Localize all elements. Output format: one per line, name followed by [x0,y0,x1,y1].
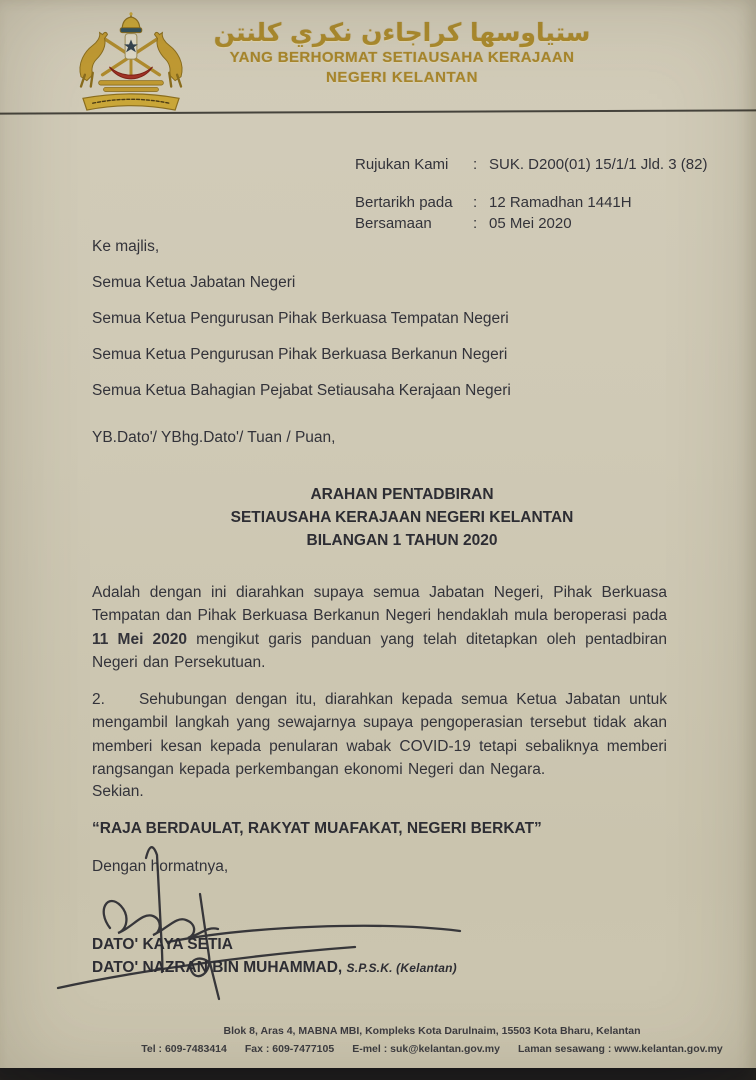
greeting-line: YB.Dato'/ YBhg.Dato'/ Tuan / Puan, [92,429,336,446]
date-hijri-row [355,192,707,213]
signatory-name: DATO' NAZRAN BIN MUHAMMAD, [92,959,343,976]
letterhead-jawi-script: ستياوسها كراجاءن نكري كلنتن [213,18,591,47]
recipient-salutation: Ke majlis, [92,238,160,255]
date-label: Bertarikh pada [355,194,453,211]
date-colon: : [473,194,478,211]
paragraph2-number: 2. [92,691,105,708]
equivalent-label: Bersamaan [355,215,432,232]
equivalent-value: 05 Mei 2020 [489,215,572,232]
recipient-line: Semua Ketua Bahagian Pejabat Setiausaha Kerajaan Negeri [92,382,511,399]
recipient-line: Semua Ketua Jabatan Negeri [92,274,296,291]
paragraph1-bold-date: 11 Mei 2020 [92,630,188,648]
date-value: 12 Ramadhan 1441H [489,194,632,211]
letterhead [150,18,654,88]
scan-edge-bar [0,1068,756,1080]
letter-title-line1: ARAHAN PENTADBIRAN [310,486,494,503]
reference-colon: : [473,156,478,173]
reference-label: Rujukan Kami [355,156,449,173]
handwritten-signature [50,836,490,1011]
footer [108,1024,756,1056]
signatory-block [92,933,457,980]
footer-website: Laman sesawang : www.kelantan.gov.my [517,1043,723,1055]
paragraph1-text-cont: mengikut garis panduan yang telah ditetapkan oleh pentadbiran Negeri dan Persekutuan. [92,630,667,671]
letter-title-line3: BILANGAN 1 TAHUN 2020 [306,532,498,549]
signatory-name-line [92,956,457,980]
letter-title [92,483,712,552]
footer-contact-line [108,1042,756,1056]
equivalent-colon: : [473,215,478,232]
paragraph1-text: Adalah dengan ini diarahkan supaya semua Jabatan Negeri, Pihak Berkuasa Tempatan dan Pihak Berkuasa Berkanun Negeri hendaklah mula beroperasi pada [92,584,667,625]
signatory-title: DATO' KAYA SETIA [92,936,233,953]
footer-tel: Tel : 609-7483414 [141,1043,227,1055]
footer-fax: Fax : 609-7477105 [244,1043,335,1055]
body-paragraph-1 [92,581,667,674]
state-motto: “RAJA BERDAULAT, RAKYAT MUAFAKAT, NEGERI BERKAT” [92,820,542,837]
date-gregorian-row [355,213,707,234]
recipient-line: Semua Ketua Pengurusan Pihak Berkuasa Berkanun Negeri [92,346,508,363]
footer-email: E-mel : suk@kelantan.gov.my [352,1043,500,1055]
signatory-honorific: S.P.S.K. (Kelantan) [346,961,457,975]
body-paragraph-2 [92,688,667,781]
footer-address: Blok 8, Aras 4, MABNA MBI, Kompleks Kota Darulnaim, 15503 Kota Bharu, Kelantan [223,1025,641,1037]
reference-value: SUK. D200(01) 15/1/1 Jld. 3 (82) [489,156,708,173]
reference-block [355,154,707,234]
reference-number-row [355,154,707,175]
paragraph2-text: Sehubungan dengan itu, diarahkan kepada semua Ketua Jabatan untuk mengambil langkah yang sewajarnya supaya pengoperasian tersebut tidak akan memberi kesan kepada penularan wabak COVID-19 tetapi sebaliknya memberi rangsangan kepada perkembangan ekonomi Negeri dan Negara. [92,691,667,778]
recipient-line: Semua Ketua Pengurusan Pihak Berkuasa Tempatan Negeri [92,310,509,327]
letterhead-line2: NEGERI KELANTAN [325,69,479,86]
recipient-list [92,236,511,416]
closing-word: Sekian. [92,783,144,800]
letterhead-line1: YANG BERHORMAT SETIAUSAHA KERAJAAN [229,49,575,66]
signoff-salutation: Dengan hormatnya, [92,858,229,875]
letter-title-line2: SETIAUSAHA KERAJAAN NEGERI KELANTAN [230,509,574,526]
